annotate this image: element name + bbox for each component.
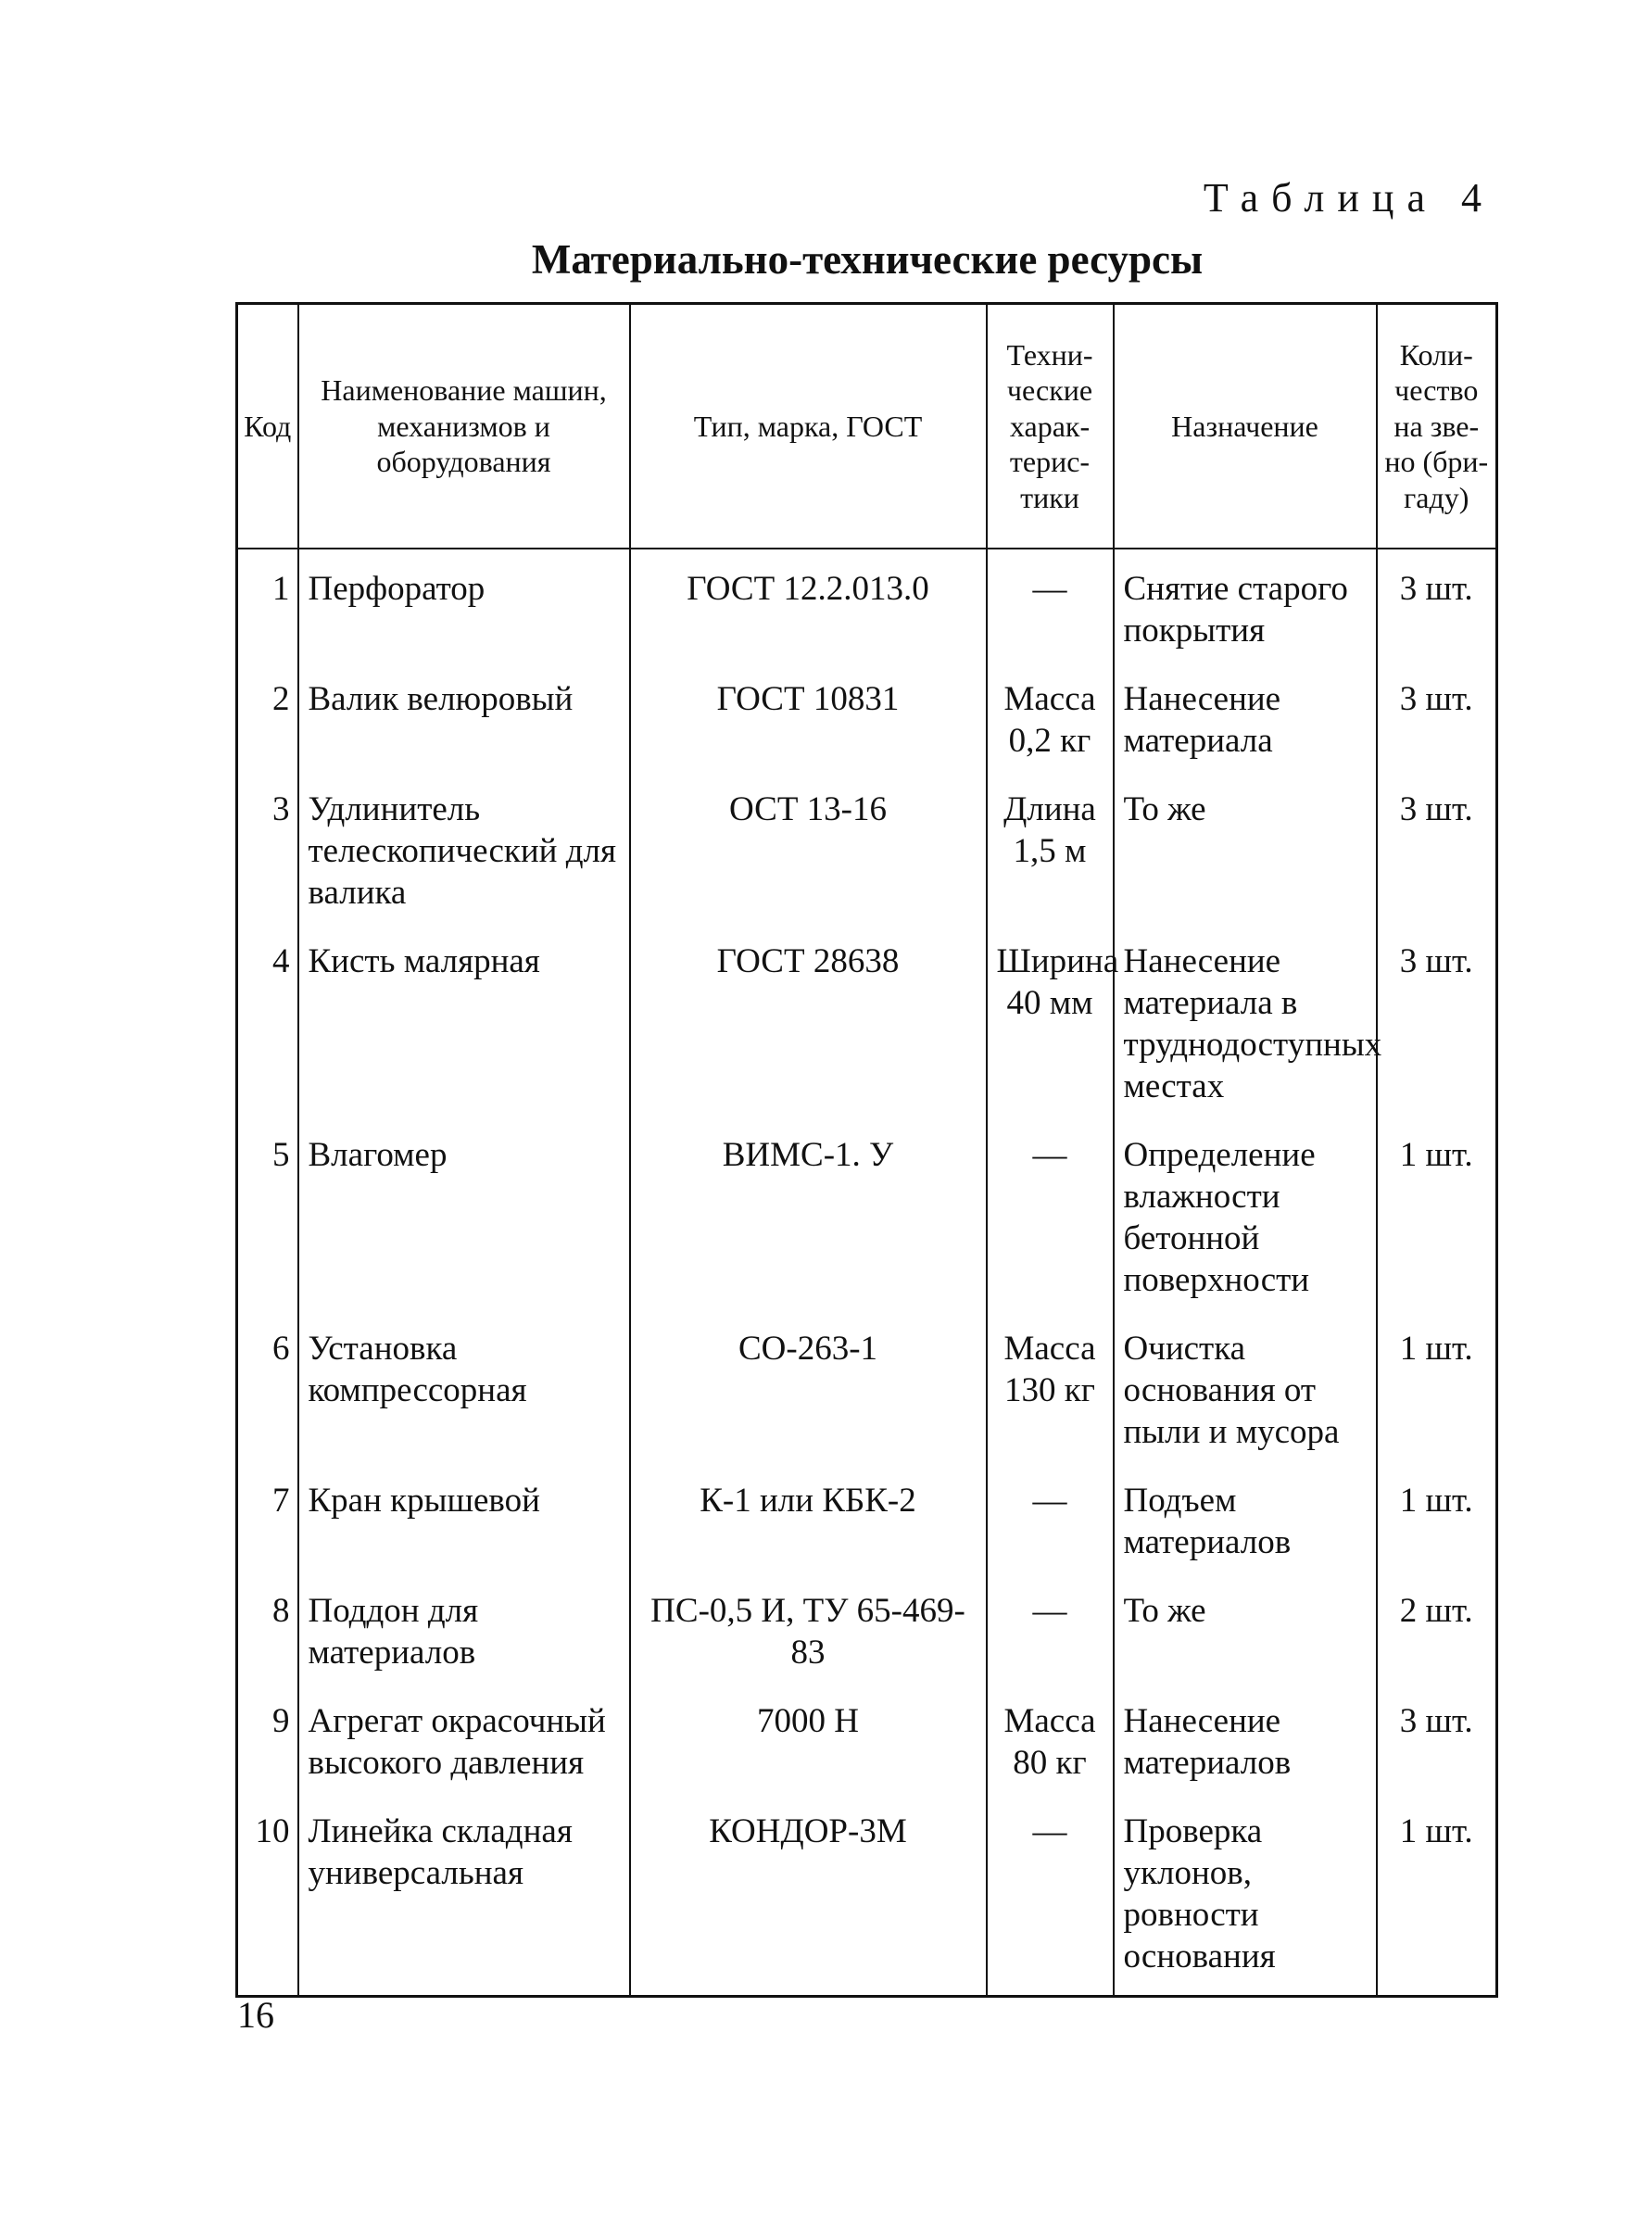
table-row [237, 1581, 1497, 1691]
table-row [237, 1319, 1497, 1470]
cell-purpose: Определение влажности бетонной поверхности [1114, 1125, 1377, 1319]
table-row [237, 549, 1497, 669]
cell-type: ОСТ 13-16 [630, 779, 987, 931]
cell-name: Удлинитель телескопический для валика [298, 779, 630, 931]
cell-type: КОНДОР-3М [630, 1801, 987, 1995]
resources-table [235, 302, 1498, 1998]
table-row [237, 1470, 1497, 1581]
cell-code: 10 [237, 1801, 298, 1995]
cell-tech: Длина 1,5 м [987, 779, 1114, 931]
cell-tech: Масса 80 кг [987, 1691, 1114, 1801]
cell-qty: 3 шт. [1377, 931, 1497, 1125]
cell-tech: Масса 0,2 кг [987, 669, 1114, 779]
cell-code: 6 [237, 1319, 298, 1470]
header-qty: Коли-чество на зве-но (бри-гаду) [1377, 304, 1497, 549]
cell-tech: — [987, 1581, 1114, 1691]
cell-tech: — [987, 1801, 1114, 1995]
table-row [237, 669, 1497, 779]
cell-code: 4 [237, 931, 298, 1125]
cell-tech: Ширина 40 мм [987, 931, 1114, 1125]
cell-name: Валик велюровый [298, 669, 630, 779]
cell-tech: Масса 130 кг [987, 1319, 1114, 1470]
cell-name: Влагомер [298, 1125, 630, 1319]
cell-name: Линейка складная универсальная [298, 1801, 630, 1995]
table-filler-row [237, 1995, 1497, 1997]
cell-qty: 3 шт. [1377, 669, 1497, 779]
cell-purpose: То же [1114, 1581, 1377, 1691]
cell-purpose: Проверка уклонов, ровности основания [1114, 1801, 1377, 1995]
cell-purpose: Очистка основания от пыли и мусора [1114, 1319, 1377, 1470]
cell-qty: 3 шт. [1377, 779, 1497, 931]
cell-name: Перфоратор [298, 549, 630, 669]
table-row [237, 779, 1497, 931]
header-type: Тип, марка, ГОСТ [630, 304, 987, 549]
cell-purpose: Нанесение материалов [1114, 1691, 1377, 1801]
cell-name: Установка компрессорная [298, 1319, 630, 1470]
cell-code: 2 [237, 669, 298, 779]
table-header-row [237, 304, 1497, 549]
cell-type: ГОСТ 28638 [630, 931, 987, 1125]
table-row [237, 1801, 1497, 1995]
cell-qty: 1 шт. [1377, 1470, 1497, 1581]
cell-type: ВИМС-1. У [630, 1125, 987, 1319]
table-row [237, 931, 1497, 1125]
cell-qty: 3 шт. [1377, 1691, 1497, 1801]
filler-cell [1114, 1995, 1377, 1997]
cell-purpose: То же [1114, 779, 1377, 931]
cell-code: 1 [237, 549, 298, 669]
cell-tech: — [987, 1470, 1114, 1581]
cell-name: Кран крышевой [298, 1470, 630, 1581]
filler-cell [630, 1995, 987, 1997]
cell-qty: 1 шт. [1377, 1801, 1497, 1995]
table-row [237, 1125, 1497, 1319]
cell-purpose: Снятие старого покрытия [1114, 549, 1377, 669]
filler-cell [298, 1995, 630, 1997]
cell-name: Кисть малярная [298, 931, 630, 1125]
header-name: Наименование машин, механизмов и оборудования [298, 304, 630, 549]
cell-type: ГОСТ 12.2.013.0 [630, 549, 987, 669]
header-tech: Техни-ческие харак-терис-тики [987, 304, 1114, 549]
cell-name: Поддон для материалов [298, 1581, 630, 1691]
cell-qty: 2 шт. [1377, 1581, 1497, 1691]
cell-type: ГОСТ 10831 [630, 669, 987, 779]
page-number: 16 [237, 1994, 274, 2036]
cell-tech: — [987, 549, 1114, 669]
cell-qty: 3 шт. [1377, 549, 1497, 669]
cell-type: СО-263-1 [630, 1319, 987, 1470]
cell-purpose: Нанесение материала [1114, 669, 1377, 779]
cell-code: 9 [237, 1691, 298, 1801]
cell-type: 7000 Н [630, 1691, 987, 1801]
cell-tech: — [987, 1125, 1114, 1319]
table-label: Таблица 4 [1203, 175, 1494, 221]
cell-code: 5 [237, 1125, 298, 1319]
header-purpose: Назначение [1114, 304, 1377, 549]
cell-code: 7 [237, 1470, 298, 1581]
cell-type: К-1 или КБК-2 [630, 1470, 987, 1581]
filler-cell [987, 1995, 1114, 1997]
cell-qty: 1 шт. [1377, 1125, 1497, 1319]
cell-purpose: Подъем материалов [1114, 1470, 1377, 1581]
cell-code: 3 [237, 779, 298, 931]
cell-code: 8 [237, 1581, 298, 1691]
header-code: Код [237, 304, 298, 549]
table-row [237, 1691, 1497, 1801]
table-title: Материально-технические ресурсы [531, 236, 1204, 283]
cell-purpose: Нанесение материала в труднодоступных местах [1114, 931, 1377, 1125]
cell-qty: 1 шт. [1377, 1319, 1497, 1470]
cell-name: Агрегат окрасочный высокого давления [298, 1691, 630, 1801]
filler-cell [1377, 1995, 1497, 1997]
cell-type: ПС-0,5 И, ТУ 65-469-83 [630, 1581, 987, 1691]
